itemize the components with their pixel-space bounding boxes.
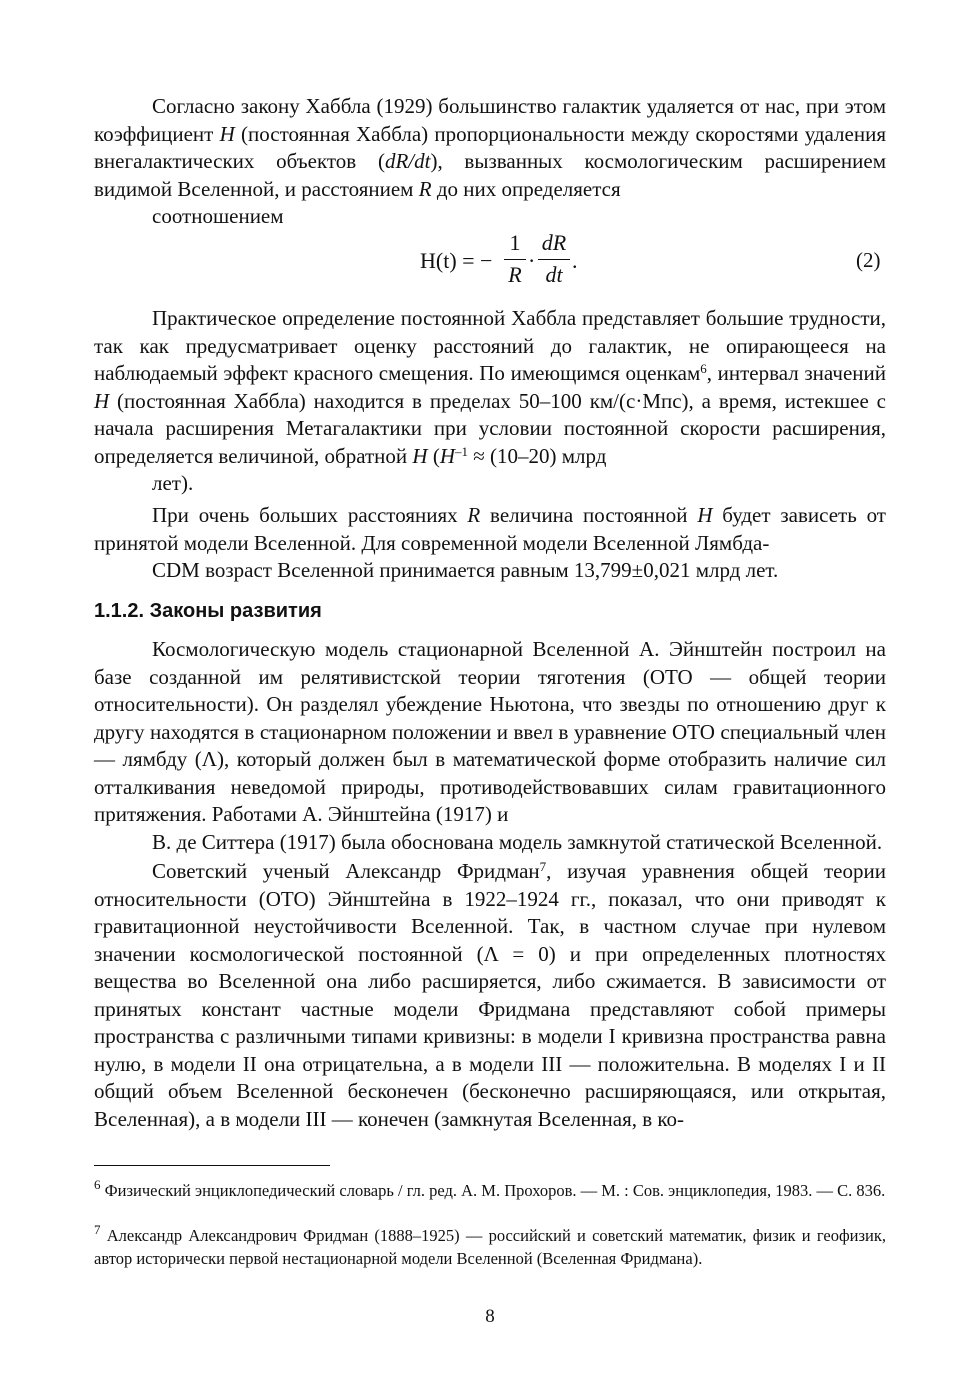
text-run: Практическое определение постоянной Хаббла представляет большие трудности, так как предусматривает оценку расстояний до галактик, не опирающееся на наблюдаемый эффект красного смещения. По имеющимся оценкам: [94, 306, 886, 385]
text-run: ≈ (10–20) млрд: [467, 443, 607, 468]
footnote-ref-7[interactable]: 7: [539, 859, 547, 874]
symbol-r: R: [467, 503, 481, 527]
text-run: ), вызванных космологическим расширением видимой Вселенной, и расстоянием: [94, 149, 886, 201]
text-run: Согласно закону Хаббла (1929) большинство галактик удаляется от нас, при этом коэффициент: [94, 94, 886, 146]
paragraph-einstein-model: [94, 636, 886, 856]
footnote-ref-6[interactable]: 6: [700, 361, 707, 376]
formula-lhs: H(t) = −: [420, 248, 493, 273]
paragraph-hubble-determination: [94, 305, 886, 498]
formula-period: .: [572, 248, 578, 273]
text-run-tail: лет).: [152, 471, 194, 495]
fraction-dr-over-dt: [538, 230, 570, 288]
text-run: , интервал значений: [706, 361, 886, 385]
text-run: до них определяется: [431, 176, 621, 201]
formula-hubble: [420, 230, 620, 294]
symbol-h: H: [94, 388, 110, 413]
symbol-h: H: [439, 443, 455, 468]
section-heading: 1.1.2. Законы развития: [94, 600, 322, 622]
footnote-6: [94, 1177, 886, 1203]
fraction-numerator: 1: [509, 230, 521, 255]
symbol-h: H: [412, 443, 428, 468]
paragraph-hubble-law: [94, 93, 886, 231]
text-run: Космологическую модель стационарной Вселенной А. Эйнштейн построил на базе созданной им релятивистской теории тяготения (ОТО — общей теории относительности). Он разделял убеждение Ньютона, что звезды по отношению друг к другу находятся в стационарном положении и ввел в уравнение ОТО специальный член — лямбду (Λ), который должен был в математической форме отобразить наличие сил отталкивания неведомой природы, противодействовавших силам гравитационного притяжения. Работами А. Эйнштейна (1917) и: [94, 637, 886, 826]
text-run: (постоянная Хаббла) находится в пределах 50–100 км/(с·Мпс), а время, истекшее с начала расширения Метагалактики при условии постоянной скорости расширения, определяется величиной, обратной: [94, 388, 886, 468]
formula-dot: ·: [528, 248, 536, 273]
text-run: (постоянная Хаббла) пропорциональности между скоростями удаления внегалактических объектов (: [94, 121, 886, 173]
symbol-r: R: [418, 176, 432, 201]
text-run: Советский ученый Александр Фридман: [152, 859, 540, 883]
footnote-divider: [94, 1165, 330, 1166]
footnote-7: [94, 1222, 886, 1270]
symbol-h: H: [697, 503, 713, 527]
fraction-denominator: R: [508, 262, 522, 287]
symbol-drdt: dR/dt: [384, 149, 431, 173]
footnote-text: Физический энциклопедический словарь / гл. ред. А. М. Прохоров. — М. : Сов. энциклопедия, 1983. — С. 836.: [100, 1181, 886, 1200]
text-run-tail: В. де Ситтера (1917) была обоснована модель замкнутой статической Вселенной.: [152, 829, 883, 854]
footnote-mark: 7: [94, 1222, 101, 1237]
text-run-tail: CDM возраст Вселенной принимается равным 13,799±0,021 млрд лет.: [152, 558, 779, 582]
symbol-h: H: [219, 121, 235, 146]
exponent: –1: [454, 443, 468, 459]
fraction-denominator: dt: [545, 262, 563, 287]
footnote-mark: 6: [94, 1177, 101, 1192]
paragraph-model-dependence: [94, 502, 886, 585]
equation-number: (2): [856, 248, 881, 272]
text-run: величина постоянной: [480, 503, 698, 527]
fraction-1-over-r: [504, 230, 526, 288]
text-run: При очень больших расстояниях: [152, 503, 468, 527]
text-run: , изучая уравнения общей теории относительности (ОТО) Эйнштейна в 1922–1924 гг., показал, что они приводят к гравитационной неустойчивости Вселенной. Так, в частном случае при нулевом значении космологической постоянной (Λ = 0) и при определенных плотностях вещества во Вселенной она либо расширяется, либо сжимается. В зависимости от принятых констант частные модели Фридмана представляют собой примеры пространства с различными типами кривизны: в модели I кривизна пространства равна нулю, в модели II она отрицательна, а в модели III — положительна. В моделях I и II общий объем Вселенной бесконечен (бесконечно расширяющаяся, или открытая, Вселенная), а в модели III — конечен (замкнутая Вселенная, в ко-: [94, 859, 886, 1131]
fraction-numerator: dR: [541, 230, 567, 255]
paragraph-friedmann: [94, 858, 886, 1133]
page-number: 8: [485, 1306, 495, 1327]
text-run-tail: соотношением: [152, 204, 284, 228]
footnote-text: Александр Александрович Фридман (1888–1925) — российский и советский математик, физик и геофизик, автор исторически первой нестационарной модели Вселенной (Вселенная Фридмана).: [94, 1226, 886, 1268]
fraction-bar: [538, 259, 570, 260]
text-run: (: [427, 443, 440, 468]
text-run: будет зависеть от принятой модели Вселенной. Для современной модели Вселенной Лямбда-: [94, 503, 886, 555]
fraction-bar: [504, 259, 526, 260]
